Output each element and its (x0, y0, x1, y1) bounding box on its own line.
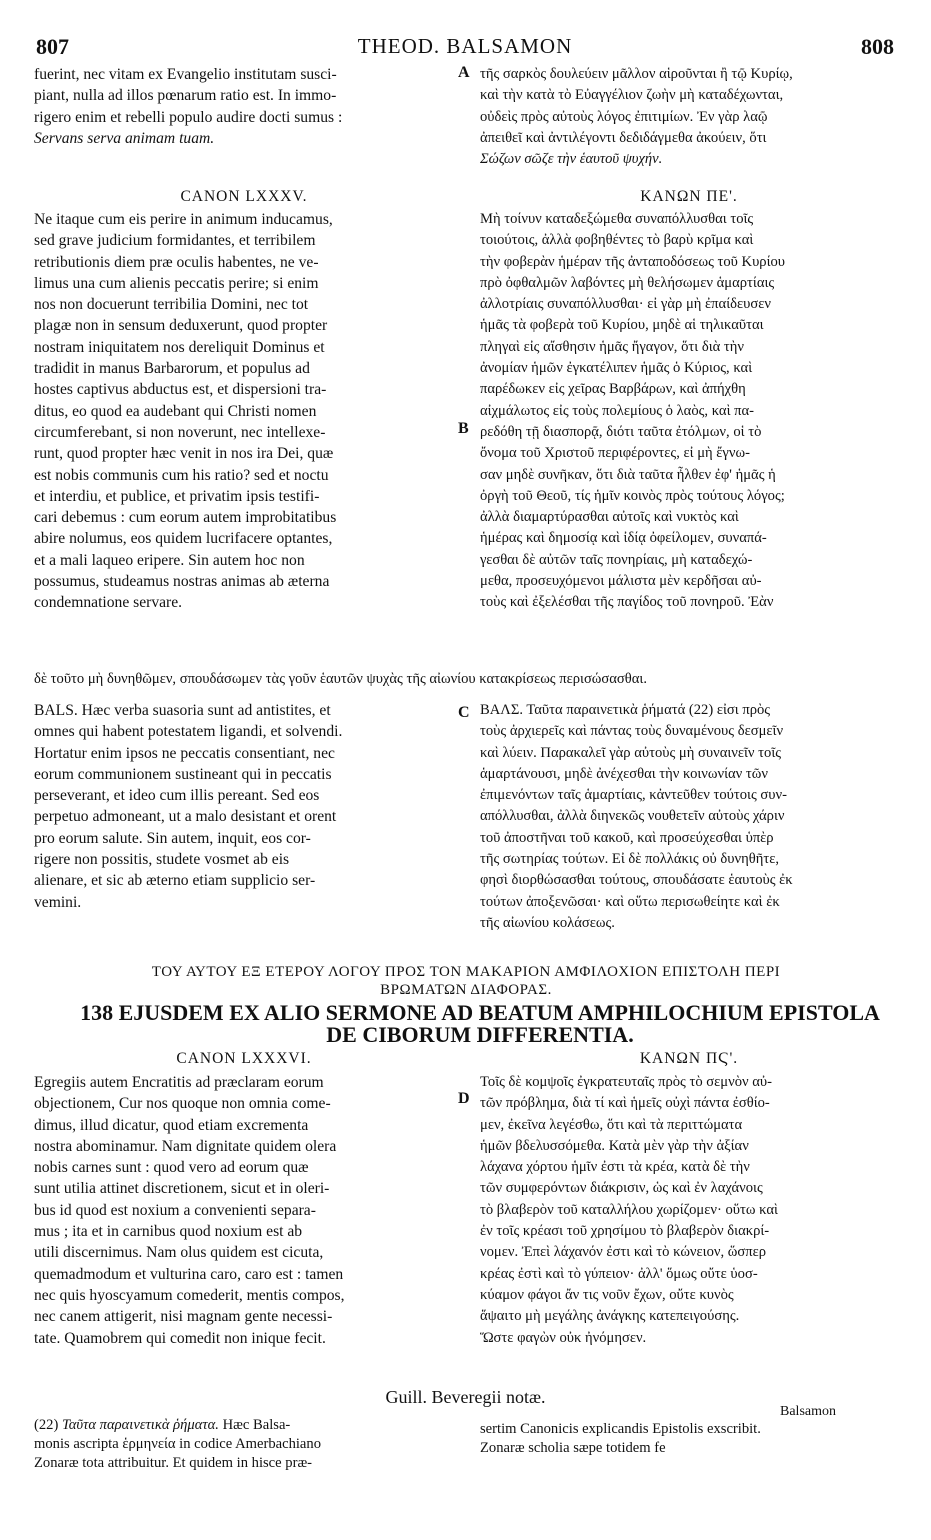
canon-86-latin (34, 1072, 454, 1349)
text-line: πληγαὶ εἰς αἴσθησιν ἡμᾶς ἤγαγον, ὅτι διὰ τὴν (480, 338, 745, 355)
text-line: ἡμῶν βδελυσσόμεθα. Κατὰ μὲν γὰρ τὴν ἀξίαν (480, 1137, 749, 1154)
note-right-fragment: Balsamon (780, 1404, 836, 1419)
canon-86-greek-heading: ΚΑΝΩΝ ΠϚ'. (639, 1050, 739, 1067)
text-line: καὶ τὴν κατὰ τὸ Εὐαγγέλιον ζωὴν μὴ καταδέχωνται, (480, 87, 784, 104)
text-line: πρὸ ὀφθαλμῶν λαβόντες μὴ θελήσωμεν ἁμαρτίαις (480, 274, 775, 291)
canon-85-latin (34, 209, 454, 614)
text-line: τῆς σωτηρίας τούτων. Εἰ δὲ πολλάκις οὐ δυνηθῆτε, (480, 851, 780, 868)
text-line: τῆς σαρκὸς δουλεύειν μᾶλλον αἱροῦνται ἢ τῷ Κυρίῳ, (480, 66, 793, 82)
latin-intro (34, 64, 454, 149)
text-line: ἐπιμενόντων ταῖς ἁμαρτίαις, κἀντεῦθεν τούτοις συν- (480, 787, 787, 804)
text-line: νομεν. Ἐπεὶ λάχανόν ἐστι καὶ τὸ κώνειον, ὥσπερ (480, 1244, 767, 1261)
page-number-right: 808 (861, 34, 894, 59)
text-line: ἀλλὰ διαμαρτύρασθαι αὐτοῖς καὶ νυκτὸς καὶ (480, 509, 739, 526)
text-line: ἀνομίαν ἡμῶν ἐγκατέλιπεν ἡμᾶς ὁ Κύριος, καὶ (480, 360, 753, 377)
text-line: hostes captivus abductus est, et dispersioni tra- (34, 381, 327, 399)
text-line: τοῦ ἀποστῆναι τοῦ κακοῦ, καὶ προσεύχεσθαι ὑπὲρ (480, 829, 774, 846)
text-line: monis ascripta ἑρμηνεία in codice Amerbachiano (34, 1436, 321, 1452)
greek-section-title (34, 963, 898, 999)
text-line: nostra abominamur. Nam dignitate quidem olera (34, 1137, 337, 1155)
text-line: τοιούτοις, ἀλλὰ φοβηθέντες τὸ βαρὺ κρῖμα καὶ (480, 232, 754, 249)
note-lemma: Ταῦτα παραινετικὰ ῥήματα. (61, 1417, 219, 1433)
margin-letter-d: D (458, 1090, 470, 1107)
text-line: piant, nulla ad illos pœnarum ratio est. In immo- (34, 87, 337, 105)
text-line: Ne itaque cum eis perire in animum inducamus, (34, 211, 333, 228)
section-number: 138 (80, 1000, 114, 1025)
title-line: DE CIBORUM DIFFERENTIA. (326, 1022, 634, 1047)
text-line: ὀργὴ τοῦ Θεοῦ, τίς ἡμῖν κοινὸς πρὸς τούτους λόγος; (480, 487, 785, 504)
canon-85-latin-heading: CANON LXXXV. (180, 188, 308, 205)
greek-full-width-line: δὲ τοῦτο μὴ δυνηθῶμεν, σπουδάσωμεν τὰς γοῦν ἑαυτῶν ψυχὰς τῆς αἰωνίου κατακρίσεως περισώσασθαι. (34, 671, 648, 687)
text-line: est nobis communis cum his ratio? sed et noctu (34, 466, 329, 484)
canon-86-latin-heading: CANON LXXXVI. (176, 1050, 312, 1067)
title-text: EJUSDEM EX ALIO SERMONE AD BEATUM AMPHILOCHIUM EPISTOLA (118, 1000, 880, 1025)
text-line: ἐν τοῖς κρέασι τοῦ χρησίμου τὸ βλαβερὸν διακρί- (480, 1223, 770, 1240)
text-line: eorum communionem sustineant qui in peccatis (34, 765, 332, 783)
text-line: κύαμον φάγοι ἄν τις νοῦν ἔχων, οὔτε κυνὸς (480, 1286, 734, 1303)
text-line: abire nolumus, eos quidem lucrifacere optantes, (34, 530, 333, 548)
text-line: rigere non possitis, studete vosmet ab eis (34, 851, 290, 869)
text-line: Zonaræ tota attribuitur. Et quidem in hisce præ- (34, 1455, 313, 1471)
text-line: ἡμέρας καὶ δημοσίᾳ καὶ ἰδίᾳ ὀφείλομεν, συναπά- (480, 530, 767, 547)
text-line: dimus, illud dicatur, quod etiam excrementa (34, 1116, 309, 1134)
text-line: sed grave judicium formidantes, et terribilem (34, 232, 316, 250)
text-line: μεθα, προσευχόμενοι μάλιστα μὲν κερδῆσαι αὐ- (480, 573, 762, 590)
text-line: omnes qui habent potestatem ligandi, et solvendi. (34, 723, 343, 741)
text-line: et interdiu, et publice, et privatim ipsis testifi- (34, 487, 320, 505)
text-line: παρέδωκεν εἰς χεῖρας Βαρβάρων, καὶ ἀπήχθη (480, 381, 746, 398)
text-line: possumus, studeamus nostras animas ab æterna (34, 573, 330, 591)
text-line: perpetuo admoneant, ut a malo desistant et orent (34, 808, 337, 826)
text-line: tate. Quamobrem qui comedit non inique fecit. (34, 1329, 326, 1347)
page-number-left: 807 (36, 34, 69, 59)
note-text: Hæc Balsa- (222, 1417, 291, 1433)
margin-letter-a: A (458, 64, 470, 81)
title-line (60, 1002, 900, 1024)
text-line: fuerint, nec vitam ex Evangelio institutam susci- (34, 66, 337, 83)
text-line: ὄνομα τοῦ Χριστοῦ περιφέροντες, εἰ μὴ ἔγνω- (480, 445, 750, 462)
canon-85-greek-heading: ΚΑΝΩΝ ΠΕ'. (640, 188, 738, 205)
text-line: ditus, eo quod ea audebant qui Christi nomen (34, 402, 317, 420)
text-line (34, 1416, 454, 1435)
text-line: ἅψαιτο μὴ μεγάλης ἀνάγκης κατεπειγούσης. (480, 1308, 740, 1325)
text-line: cari debemus : cum eorum autem improbitatibus (34, 509, 337, 527)
text-line: Μὴ τοίνυν καταδεξώμεθα συναπόλλυσθαι τοῖς (480, 211, 754, 227)
text-line: τῶν συμφερόντων διάκρισιν, ὡς καὶ ἐν λαχάνοις (480, 1180, 763, 1197)
text-line: BALS. Hæc verba suasoria sunt ad antistites, et (34, 702, 331, 719)
text-line: alienare, et sic ab æterno etiam supplicio ser- (34, 872, 316, 890)
text-line: retributionis diem præ oculis habentes, ne ve- (34, 253, 319, 271)
text-line: ἁμαρτάνουσι, μηδὲ ἀνέχεσθαι τὴν κοινωνίαν τῶν (480, 765, 768, 782)
text-line: σαν μηδὲ συνῆκαν, ὅτι διὰ ταῦτα ἦλθεν ἐφ' ἡμᾶς ἡ (480, 466, 776, 483)
running-title: THEOD. BALSAMON (357, 34, 573, 58)
text-line: pro eorum salute. Sin autem, inquit, eos cor- (34, 829, 311, 847)
running-header (36, 30, 894, 62)
text-line: τῆς αἰωνίου κολάσεως. (480, 914, 615, 931)
canon-85-greek (480, 209, 898, 614)
text-line: mus ; ita et in carnibus quod noxium est ab (34, 1223, 303, 1241)
text-line: rigero enim et rebelli populo audire docti sumus : (34, 108, 343, 126)
text-line: λάχανα χόρτου ἡμῖν ἐστι τὰ κρέα, κατὰ δὲ τὴν (480, 1159, 750, 1176)
text-line: μεν, ἐκεῖνα λεγέσθω, ὅτι καὶ τὰ περιττώματα (480, 1116, 743, 1133)
text-line: τὸ βλαβερὸν τοῦ καταλλήλου χωρίζομεν· οὕτω καὶ (480, 1201, 778, 1218)
text-line: απόλλυσθαι, ἀλλὰ διηνεκῶς νουθετεῖν αὐτοὺς χάριν (480, 808, 785, 825)
latin-section-title (60, 1002, 900, 1046)
text-line: nec canem attigerit, nisi magnam gente necessi- (34, 1308, 333, 1326)
canon-86-greek (480, 1072, 898, 1349)
text-line: Egregiis autem Encratitis ad præclaram eorum (34, 1074, 324, 1091)
text-line: utili discernimus. Nam olus quidem est cicuta, (34, 1244, 324, 1262)
text-line: ἀλλοτρίαις συναπόλλυσθαι· εἰ γὰρ μὴ ἐπαίδευσεν (480, 296, 771, 313)
text-line: τούτων ἀποξενῶσαι· καὶ οὕτω περισωθείητε καὶ ἐκ (480, 893, 780, 910)
text-line: sunt utilia attinet discretionem, sicut et in oleri- (34, 1180, 330, 1198)
text-line: quemadmodum et vulturina caro, caro est : tamen (34, 1265, 344, 1283)
margin-letter-c: C (458, 704, 470, 721)
notes-heading: Guill. Beveregii notæ. (385, 1387, 546, 1407)
text-line: οὐδεὶς πρὸς αὐτοὺς λόγος ἐπιτιμίων. Ἐν γὰρ λαῷ (480, 108, 768, 125)
text-line: Hortatur enim ipsos ne peccatis consentiant, nec (34, 744, 335, 762)
text-line: καὶ λύειν. Παρακαλεῖ γὰρ αὐτοὺς μὴ συναινεῖν τοῖς (480, 744, 782, 761)
text-line: Ὥστε φαγὼν οὐκ ἠνόμησεν. (480, 1329, 647, 1346)
text-line: τὴν φοβερὰν ἡμέραν τῆς ἀνταποδόσεως τοῦ Κυρίου (480, 253, 786, 270)
note-right-column (480, 1420, 898, 1458)
text-line: nec quis hyoscyamum comederit, mentis compos, (34, 1286, 345, 1304)
text-line: circumferebant, si non noverunt, nec intellexe- (34, 423, 326, 441)
text-line: bus id quod est noxium a convenienti separa- (34, 1201, 316, 1219)
text-line: nos non docuerunt terribilia Domini, nec tot (34, 296, 309, 314)
text-line: αἰχμάλωτος εἰς τοὺς πολεμίους ὁ λαὸς, καὶ πα- (480, 402, 755, 419)
text-line: vemini. (34, 893, 82, 911)
title-line: ΒΡΩΜΑΤΩΝ ΔΙΑΦΟΡΑΣ. (380, 982, 552, 998)
text-line: ἀπειθεῖ καὶ ἀντιλέγοντι δεδιδάγμεθα ἀκούειν, ὅτι (480, 129, 767, 146)
text-line: objectionem, Cur nos quoque non omnia come- (34, 1095, 331, 1113)
note-number: (22) (34, 1417, 59, 1433)
text-line: nostram iniquitatem nos dereliquit Dominus et (34, 338, 325, 356)
text-line: et a mali laqueo eripere. Sin autem hoc non (34, 551, 305, 569)
text-line: sertim Canonicis explicandis Epistolis exscribit. (480, 1421, 761, 1437)
text-line: Σώζων σῶζε τὴν ἑαυτοῦ ψυχήν. (480, 151, 663, 168)
text-line: condemnatione servare. (34, 594, 183, 612)
text-line: nobis carnes sunt : quod vero ad eorum quæ (34, 1159, 309, 1177)
greek-intro (480, 64, 898, 170)
bals-latin (34, 700, 454, 913)
text-line: perseverant, et ideo cum illis pereant. Sed eos (34, 787, 320, 805)
text-line: tradidit in manus Barbarorum, et populus ad (34, 360, 310, 378)
text-line: ΒΑΛΣ. Ταῦτα παραινετικὰ ῥήματά (22) εἰσι πρὸς (480, 702, 771, 718)
margin-letter-b: B (458, 420, 469, 437)
title-line: ΤΟΥ ΑΥΤΟΥ ΕΞ ΕΤΕΡΟΥ ΛΟΓΟΥ ΠΡΟΣ ΤΟΝ ΜΑΚΑΡΙΟΝ ΑΜΦΙΛΟΧΙΟΝ ΕΠΙΣΤΟΛΗ ΠΕΡΙ (151, 964, 781, 980)
text-line: limus una cum alienis peccatis perire; si enim (34, 274, 319, 292)
text-line: τῶν πρόβλημα, διὰ τί καὶ ἡμεῖς οὐχὶ πάντα ἐσθίο- (480, 1095, 770, 1112)
text-line: κρέας ἐστὶ καὶ τὸ γύπειον· ἀλλ' ὅμως οὔτε ὑοσ- (480, 1265, 758, 1282)
text-line: Zonaræ scholia sæpe totidem fe (480, 1440, 666, 1456)
note-left-column (34, 1416, 454, 1473)
text-line: Τοῖς δὲ κομψοῖς ἐγκρατευταῖς πρὸς τὸ σεμνὸν αὐ- (480, 1074, 772, 1090)
text-line: Servans serva animam tuam. (34, 129, 215, 147)
text-line: φησὶ διορθώσασθαι τούτους, σπουδάσατε ἑαυτοὺς ἐκ (480, 872, 793, 889)
bals-greek (480, 700, 898, 934)
text-line: runt, quod propter hæc venit in nos ira Dei, quæ (34, 445, 334, 463)
text-line: ρεδόθη τῇ διασπορᾷ, διότι ταῦτα ἐτόλμων, οἱ τὸ (480, 423, 762, 440)
text-line: γεσθαι δὲ αὐτῶν ταῖς πονηρίαις, μὴ καταδεχώ- (480, 551, 753, 568)
text-line: plagæ non in sensum deduxerunt, quod propter (34, 317, 328, 335)
text-line: ἡμᾶς τὰ φοβερὰ τοῦ Κυρίου, μηδὲ αἱ τηλικαῦται (480, 317, 764, 334)
text-line: τοὺς καὶ ἐξελέσθαι τῆς παγίδος τοῦ πονηροῦ. Ἐὰν (480, 594, 774, 611)
text-line: τοὺς ἀρχιερεῖς καὶ πάντας τοὺς δυναμένους δεσμεῖν (480, 723, 784, 740)
